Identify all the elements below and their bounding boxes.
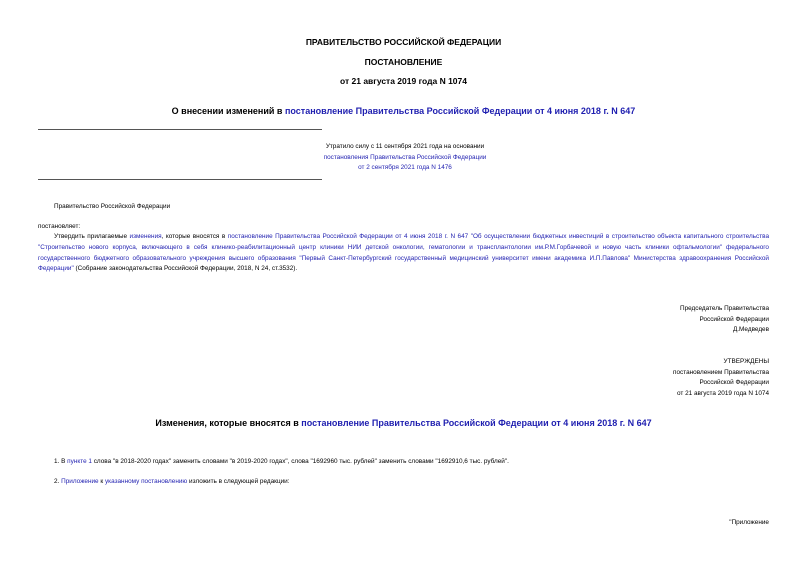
decree-647-link[interactable]: постановление Правительства Российской Федерации от 4 июня 2018 г. N 647 "Об осуществлении бюджетных инвестиций в строительство объекта капитального строительства "Строительство нового корпуса, включающего в себя клинико-реабилитационный центр клиники НИИ детской онкологии, гематологии и трансплантологии им.Р.М.Горбачевой и новую часть клиники офтальмологии" федерального государственного бюджетного образовательного учреждения высшего образования "Первый Санкт-Петербургский государственный медицинский университет имени академика И.П.Павлова" Министерства здравоохранения Российской Федерации" — [38, 233, 769, 273]
page-title — [0, 106, 807, 116]
doc-date-number: от 21 августа 2019 года N 1074 — [340, 76, 467, 86]
paragraph-mid: , которые вносятся в — [161, 233, 228, 240]
org-heading: ПРАВИТЕЛЬСТВО РОССИЙСКОЙ ФЕДЕРАЦИИ — [305, 37, 502, 47]
signature-line2: Российской Федерации — [699, 315, 769, 323]
signature-line3: Д.Медведев — [732, 326, 769, 333]
status-block — [290, 142, 520, 174]
title-prefix: О внесении изменений в — [171, 106, 285, 116]
paragraph-pre: Утвердить прилагаемые — [54, 233, 130, 240]
item-1-text: слова "в 2018-2020 годах" заменить словами "в 2019-2020 годах", слова "1692960 тыс. рублей" заменить словами "1692910,6 тыс. рублей". — [91, 458, 509, 465]
signature-block — [500, 304, 769, 336]
item-1 — [54, 457, 769, 468]
item-2-link-appendix[interactable]: Приложение — [61, 478, 99, 485]
status-link-line3[interactable]: от 2 сентября 2021 года N 1476 — [358, 164, 452, 171]
item-2-link-decree[interactable]: указанному постановлению — [104, 478, 188, 485]
item-2-mid: к — [98, 478, 105, 485]
item-2-text: изложить в следующей редакции: — [187, 478, 290, 485]
approved-line4: от 21 августа 2019 года N 1074 — [676, 389, 769, 397]
divider-top — [38, 129, 322, 130]
changes-title — [0, 418, 807, 428]
divider-bottom — [38, 179, 322, 180]
item-1-link[interactable]: пункте 1 — [67, 458, 92, 465]
item-2 — [54, 477, 769, 488]
title-link[interactable]: постановление Правительства Российской Федерации от 4 июня 2018 г. N 647 — [284, 106, 636, 116]
doc-type-heading: ПОСТАНОВЛЕНИЕ — [364, 57, 443, 67]
paragraph-post: (Собрание законодательства Российской Федерации, 2018, N 24, ст.3532). — [73, 265, 298, 273]
approved-line3: Российской Федерации — [699, 379, 769, 386]
item-2-num: 2. — [54, 478, 62, 485]
approved-line2: постановлением Правительства — [673, 368, 769, 376]
status-line1: Утратило силу с 11 сентября 2021 года на основании — [325, 143, 485, 150]
signature-line1: Председатель Правительства — [680, 305, 769, 312]
decrees-word: постановляет: — [38, 223, 81, 230]
item-1-num: 1. В — [54, 458, 68, 465]
changes-title-link[interactable]: постановление Правительства Российской Федерации от 4 июня 2018 г. N 647 — [301, 418, 652, 428]
approved-line1: УТВЕРЖДЕНЫ — [723, 358, 769, 365]
issuer: Правительство Российской Федерации — [54, 203, 171, 210]
changes-link[interactable]: изменения — [129, 233, 162, 240]
status-link-line2[interactable]: постановления Правительства Российской Федерации — [323, 153, 487, 161]
approved-block — [500, 357, 769, 399]
main-paragraph — [38, 232, 769, 275]
changes-title-prefix: Изменения, которые вносятся в — [155, 418, 302, 428]
appendix-label: "Приложение — [729, 519, 769, 526]
